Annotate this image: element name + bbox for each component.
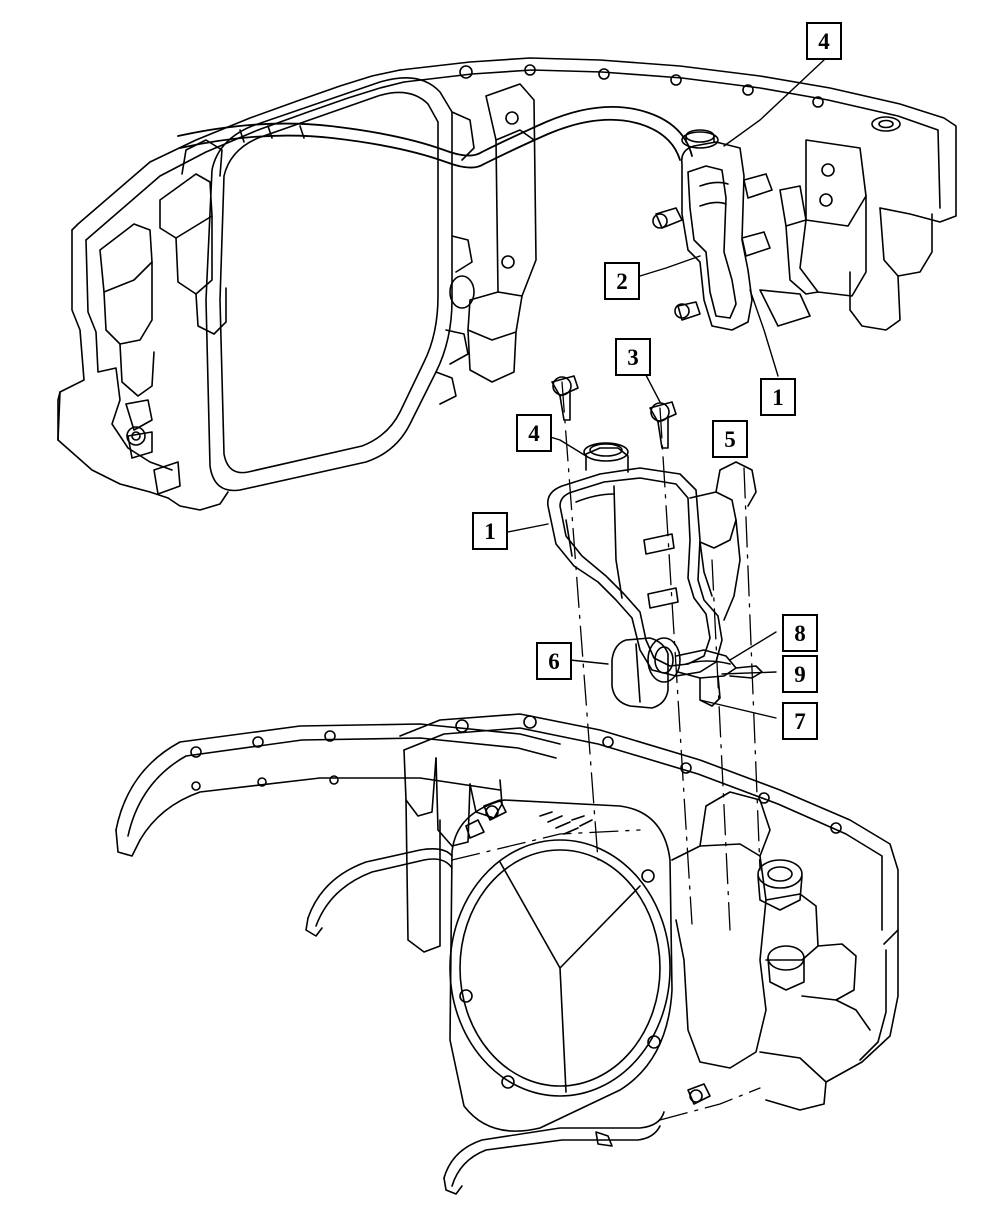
callout-7[interactable]: 7 (782, 702, 818, 740)
callout-9[interactable]: 9 (782, 655, 818, 693)
callout-4-mid[interactable]: 4 (516, 414, 552, 452)
callout-6[interactable]: 6 (536, 642, 572, 680)
callout-8[interactable]: 8 (782, 614, 818, 652)
upper-radiator-support-left (58, 70, 404, 510)
callout-5[interactable]: 5 (712, 420, 748, 458)
callout-3[interactable]: 3 (615, 338, 651, 376)
upper-vertical-brace (468, 84, 536, 382)
lower-radiator-support (116, 714, 898, 1194)
lower-routing-axes (452, 830, 760, 1120)
callout-2[interactable]: 2 (604, 262, 640, 300)
callout-1-upper[interactable]: 1 (760, 378, 796, 416)
callout-1-lower[interactable]: 1 (472, 512, 508, 550)
leader-lines-upper (640, 60, 824, 376)
coolant-recovery-bottle (548, 443, 756, 676)
mounting-screws (552, 376, 676, 448)
upper-support-rail-right (400, 58, 956, 330)
callout-4-top[interactable]: 4 (806, 22, 842, 60)
